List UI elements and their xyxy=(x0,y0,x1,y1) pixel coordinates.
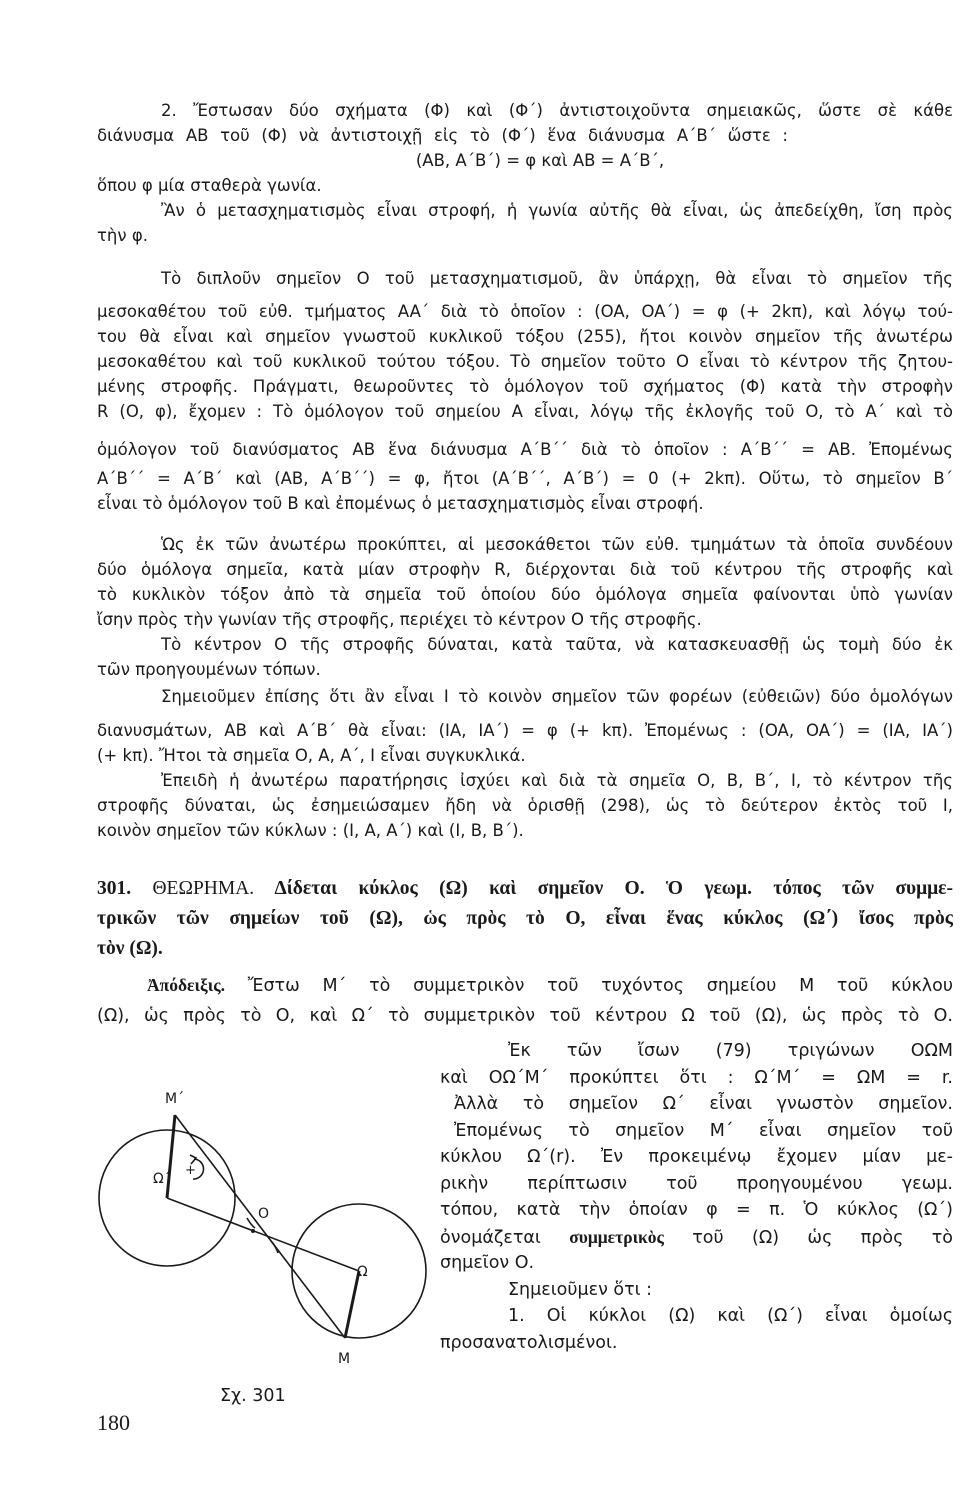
text-fragment: τοῦ (Ω) ὡς πρὸς τὸ xyxy=(692,1227,953,1248)
text-line: ἴσην πρὸς τὴν γωνίαν τῆς στροφῆς, περιέχει τὸ κέντρον Ο τῆς στροφῆς. xyxy=(97,610,702,629)
text-line: τόπου, κατὰ τὴν ὁποίαν φ = π. Ὁ κύκλος (Ω΄) xyxy=(440,1200,953,1220)
theorem-number: 301. xyxy=(97,878,132,899)
proof-line xyxy=(97,972,953,998)
text-line: τὸ κυκλικὸν τόξον ἀπὸ τὰ σημεῖα τοῦ ὁποίου δύο ὁμόλογα σημεῖα φαίνονται ὑπὸ γωνίαν xyxy=(97,585,953,604)
text-line: Ἀλλὰ τὸ σημεῖον Ω΄ εἶναι γνωστὸν σημεῖον. xyxy=(454,1094,953,1114)
text-line: A΄B΄΄ = A΄B΄ καὶ (AB, A΄B΄΄) = φ, ἤτοι (A΄B΄΄, A΄B΄) = 0 (+ 2kπ). Οὕτω, τὸ σημεῖον B΄ xyxy=(97,469,953,488)
text-line: διάνυσμα AB τοῦ (Φ) νὰ ἀντιστοιχῇ εἰς τὸ (Φ΄) ἕνα διάνυσμα A΄B΄ ὥστε : xyxy=(97,126,788,145)
proof-text: Ἔστω M΄ τὸ συμμετρικὸν τοῦ τυχόντος σημείου M τοῦ κύκλου xyxy=(247,976,953,996)
theorem-301 xyxy=(97,874,953,964)
text-line: 2. Ἔστωσαν δύο σχήματα (Φ) καὶ (Φ΄) ἀντιστοιχοῦντα σημειακῶς, ὥστε σὲ κάθε xyxy=(161,101,953,120)
text-line: Ἐπειδὴ ἡ ἀνωτέρω παρατήρησις ἰσχύει καὶ διὰ τὰ σημεῖα Ο, B, B΄, Ι, τὸ κέντρον τῆς xyxy=(161,771,953,790)
text-line: τὴν φ. xyxy=(97,226,148,245)
page-number: 180 xyxy=(97,1410,130,1435)
text-line: (+ kπ). Ἤτοι τὰ σημεῖα Ο, A, A΄, Ι εἶναι συγκυκλικά. xyxy=(97,746,526,765)
label-m: Μ xyxy=(338,1351,351,1367)
theorem-text: Δίδεται κύκλος (Ω) καὶ σημεῖον Ο. Ὁ γεωμ. τόπος τῶν συμμε- xyxy=(274,878,953,899)
text-line: ὁμόλογον τοῦ διανύσματος AB ἕνα διάνυσμα A΄B΄΄ διὰ τὸ ὁποῖον : A΄B΄΄ = AB. Ἐπομένως xyxy=(97,440,953,459)
text-fragment: ὀνομάζεται xyxy=(440,1227,541,1248)
paragraph-consequence xyxy=(97,532,953,632)
figure-301 xyxy=(95,1075,435,1405)
theorem-label: ΘΕΩΡΗΜΑ. xyxy=(152,878,255,899)
text-line xyxy=(440,1224,953,1251)
text-line: κύκλου Ω΄(r). Ἐν προκειμένῳ ἔχομεν μίαν με- xyxy=(440,1147,953,1167)
text-line: τῶν προηγουμένων τόπων. xyxy=(97,660,321,679)
text-line: Ἐκ τῶν ἴσων (79) τριγώνων ΟΩΜ xyxy=(508,1041,953,1061)
point-o xyxy=(251,1229,255,1233)
theorem-line xyxy=(97,874,953,904)
angle-mark xyxy=(272,1242,278,1253)
text-line: ὅπου φ μία σταθερὰ γωνία. xyxy=(97,176,322,195)
theorem-line: τρικῶν τῶν σημείων τοῦ (Ω), ὡς πρὸς τὸ Ο, εἶναι ἕνας κύκλος (Ω΄) ἴσος πρὸς xyxy=(97,908,953,929)
text-line: προσανατολισμένοι. xyxy=(440,1332,618,1353)
paragraph-double-point xyxy=(97,266,953,516)
text-line: εἶναι τὸ ὁμόλογον τοῦ B καὶ ἐπομένως ὁ μετασχηματισμὸς εἶναι στροφή. xyxy=(97,494,704,513)
right-column xyxy=(440,1038,953,1356)
text-line: μένης στροφῆς. Πράγματι, θεωροῦντες τὸ ὁμόλογον τοῦ σχήματος (Φ) κατὰ τὴν στροφὴν xyxy=(97,377,953,396)
radius-omega-m xyxy=(345,1271,359,1338)
text-line: κοινὸν σημεῖον τῶν κύκλων : (Ι, A, A΄) καὶ (Ι, B, B΄). xyxy=(97,821,524,840)
text-line: 1. Οἱ κύκλοι (Ω) καὶ (Ω΄) εἶναι ὁμοίως xyxy=(508,1306,953,1326)
figure-caption: Σχ. 301 xyxy=(220,1386,286,1406)
text-line: Ἐπομένως τὸ σημεῖον Μ΄ εἶναι σημεῖον τοῦ xyxy=(454,1120,953,1141)
text-line: Σημειοῦμεν ἐπίσης ὅτι ἂν εἶναι Ι τὸ κοινὸν σημεῖον τῶν φορέων (εὐθειῶν) δύο ὁμολόγων xyxy=(161,687,953,706)
text-line: Σημειοῦμεν ὅτι : xyxy=(508,1279,653,1300)
text-line: σημεῖον Ο. xyxy=(440,1253,535,1273)
label-plus: + xyxy=(185,1163,196,1178)
proof-line: (Ω), ὡς πρὸς τὸ Ο, καὶ Ω΄ τὸ συμμετρικὸν τοῦ κέντρου Ω τοῦ (Ω), ὡς πρὸς τὸ Ο. xyxy=(97,1006,953,1026)
text-line: δύο ὁμόλογα σημεῖα, κατὰ μίαν στροφὴν R, διέρχονται διὰ τοῦ κέντρου τῆς στροφῆς καὶ xyxy=(97,560,953,579)
text-line: μεσοκαθέτου τοῦ εὐθ. τμήματος AA΄ διὰ τὸ ὁποῖον : (OA, OA΄) = φ (+ 2kπ), καὶ λόγῳ τού- xyxy=(97,302,953,321)
label-o: Ο xyxy=(258,1206,270,1222)
formula-line: (AB, A΄B΄) = φ καὶ AB = A΄B΄, xyxy=(415,151,665,170)
text-line: διανυσμάτων, AB καὶ A΄B΄ θὰ εἶναι: (IA, IA΄) = φ (+ kπ). Ἐπομένως : (OA, OA΄) = (IA, IA΄) xyxy=(97,721,953,740)
bold-term: συμμετρικὸς xyxy=(569,1226,664,1247)
text-line: Ἂν ὁ μετασχηματισμὸς εἶναι στροφή, ἡ γωνία αὐτῆς θὰ εἶναι, ὡς ἀπεδείχθη, ἴση πρὸς xyxy=(161,201,953,220)
text-line: στροφῆς δύναται, ὡς ἐσημειώσαμεν ἤδη νὰ ὁρισθῇ (298), ὡς τὸ δεύτερον ἐκτὸς τοῦ Ι, xyxy=(97,796,953,815)
paragraph-center xyxy=(97,632,953,682)
label-mprime: Μ΄ xyxy=(165,1091,185,1107)
theorem-line: τὸν (Ω). xyxy=(97,938,163,959)
paragraph-since xyxy=(97,768,953,843)
text-line: Τὸ κέντρον Ο τῆς στροφῆς δύναται, κατὰ ταῦτα, νὰ κατασκευασθῇ ὡς τομὴ δύο ἐκ xyxy=(161,635,953,654)
text-line: του θὰ εἶναι καὶ σημεῖον γνωστοῦ κυκλικοῦ τόξου (255), ἤτοι κοινὸν σημεῖον τῆς ἀνωτέρω xyxy=(97,327,953,346)
paragraph-2 xyxy=(97,98,953,248)
label-omega-prime: Ω΄ xyxy=(153,1171,171,1187)
segment-mprime-m xyxy=(175,1115,345,1338)
text-line: καὶ ΟΩ΄Μ΄ προκύπτει ὅτι : Ω΄Μ΄ = ΩΜ = r. xyxy=(440,1067,953,1088)
text-line: Τὸ διπλοῦν σημεῖον Ο τοῦ μετασχηματισμοῦ, ἂν ὑπάρχῃ, θὰ εἶναι τὸ σημεῖον τῆς xyxy=(161,269,953,288)
text-line: μεσοκαθέτου καὶ τοῦ κυκλικοῦ τούτου τόξου. Τὸ σημεῖον τοῦτο Ο εἶναι τὸ κέντρον τῆς ζητου- xyxy=(97,352,953,371)
paragraph-note xyxy=(97,684,953,768)
text-line: R (O, φ), ἔχομεν : Τὸ ὁμόλογον τοῦ σημείου A εἶναι, λόγῳ τῆς ἐκλογῆς τοῦ Ο, τὸ A΄ καὶ τὸ xyxy=(97,402,953,421)
proof-label: Ἀπόδειξις. xyxy=(147,975,225,995)
text-line: Ὡς ἐκ τῶν ἀνωτέρω προκύπτει, αἱ μεσοκάθετοι τῶν εὐθ. τμημάτων τὰ ὁποῖα συνδέουν xyxy=(161,535,953,554)
text-line: ρικὴν περίπτωσιν τοῦ προηγουμένου γεωμ. xyxy=(440,1173,953,1194)
label-omega: Ω xyxy=(357,1264,368,1280)
